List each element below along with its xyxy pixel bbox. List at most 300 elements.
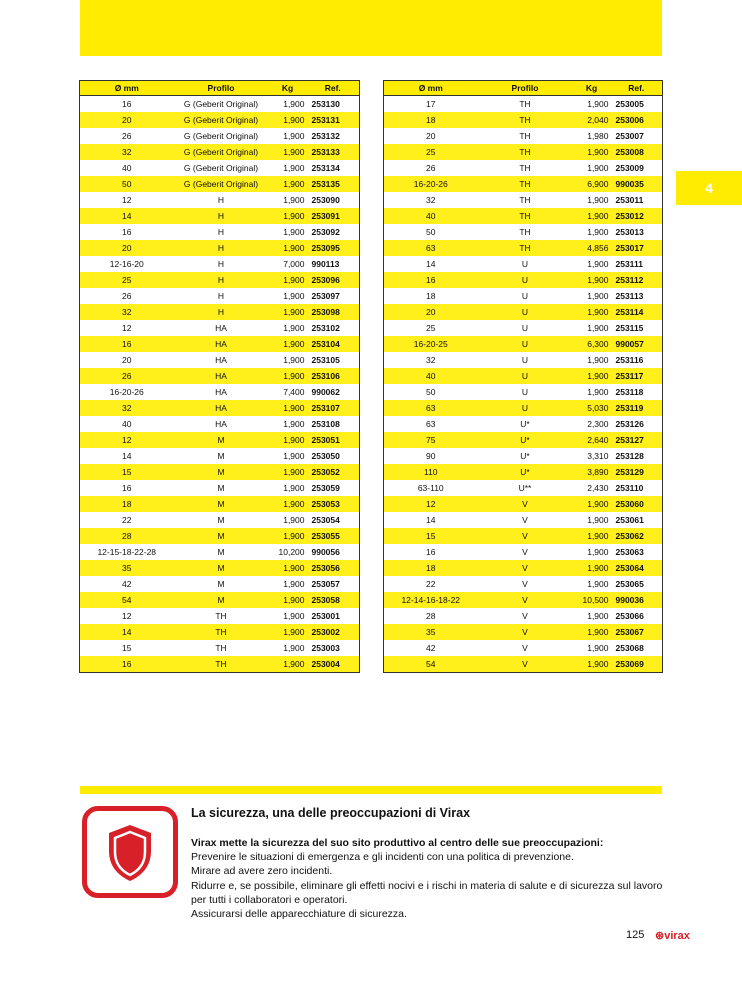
table-row [384,192,663,208]
cell-kg: 7,400 [283,387,305,397]
cell-diameter: 12 [122,611,132,621]
cell-kg: 1,900 [269,112,307,128]
cell-ref: 253001 [311,611,340,621]
cell-ref: 253117 [611,368,663,384]
cell-kg: 1,900 [587,643,609,653]
table-row [384,96,663,113]
cell-ref: 253002 [307,624,360,640]
cell-kg: 1,900 [587,195,609,205]
cell-kg: 2,640 [573,432,611,448]
cell-kg: 2,300 [587,419,609,429]
table-row [384,576,663,592]
table-row [80,352,360,368]
cell-profile: V [478,624,573,640]
table-row [80,224,360,240]
cell-profile: U [478,272,573,288]
cell-diameter: 75 [384,432,478,448]
cell-ref: 990113 [311,259,340,269]
cell-ref: 253098 [307,304,360,320]
cell-diameter: 26 [80,368,174,384]
cell-profile: H [174,208,269,224]
cell-kg: 1,900 [587,259,609,269]
cell-ref: 253116 [615,355,644,365]
table-row [384,208,663,224]
cell-profile: TH [174,624,269,640]
cell-ref: 253061 [615,515,644,525]
table-row [384,288,663,304]
cell-profile: TH [478,112,573,128]
cell-profile: M [174,432,269,448]
cell-ref: 253104 [307,336,360,352]
cell-profile: TH [519,195,531,205]
cell-kg: 1,900 [269,496,307,512]
cell-ref: 253058 [307,592,360,608]
header-ref: Ref. [611,81,663,96]
cell-kg: 1,900 [587,163,609,173]
cell-kg: 1,900 [587,579,609,589]
header-ref: Ref. [307,81,360,96]
cell-ref: 253011 [615,195,644,205]
cell-diameter: 20 [80,112,174,128]
table-row [384,272,663,288]
safety-line: Mirare ad avere zero incidenti. [191,865,333,878]
cell-diameter: 15 [80,464,174,480]
cell-profile: M [217,451,225,461]
cell-profile: M [217,515,225,525]
cell-diameter: 12-15-18-22-28 [97,547,157,557]
cell-kg: 1,980 [587,131,609,141]
shield-icon [105,823,155,883]
cell-profile: V [478,560,573,576]
cell-diameter: 54 [80,592,174,608]
cell-kg: 1,900 [573,656,611,673]
cell-diameter: 14 [80,208,174,224]
cell-kg: 1,900 [283,227,305,237]
table-row [80,192,360,208]
cell-ref: 253134 [311,163,340,173]
table-row [384,384,663,400]
cell-ref: 253007 [615,131,644,141]
cell-diameter: 12 [122,323,132,333]
page-number: 125 [626,929,645,941]
cell-ref: 253004 [307,656,360,673]
virax-logo [655,929,690,942]
cell-profile: V [478,592,573,608]
cell-profile: HA [215,323,227,333]
cell-diameter: 16 [122,99,132,109]
cell-kg: 1,900 [283,323,305,333]
cell-profile: U* [478,464,573,480]
cell-kg: 1,900 [269,432,307,448]
cell-diameter: 63-110 [417,483,444,493]
table-row [384,448,663,464]
cell-ref: 253095 [307,240,360,256]
left-table-body [80,96,360,673]
table-row [80,656,360,673]
cell-profile: TH [519,227,531,237]
cell-ref: 253102 [311,323,340,333]
cell-diameter: 16 [122,227,132,237]
table-row [384,624,663,640]
table-row [80,384,360,400]
cell-diameter: 25 [80,272,174,288]
table-row [80,608,360,624]
table-row [80,624,360,640]
cell-profile: U [521,387,529,397]
cell-diameter: 12 [80,432,174,448]
safety-lead: Virax mette la sicurezza del suo sito produttivo al centro delle sue preoccupazioni: [191,837,604,849]
table-row [384,336,663,352]
cell-diameter: 50 [426,227,436,237]
cell-diameter: 16 [80,336,174,352]
cell-diameter: 16-20-26 [384,176,478,192]
cell-profile: H [174,240,269,256]
cell-diameter: 26 [122,131,132,141]
table-row [384,144,663,160]
cell-profile: U* [520,451,530,461]
cell-kg: 1,900 [587,387,609,397]
cell-ref: 253017 [611,240,663,256]
cell-ref: 253057 [311,579,340,589]
cell-profile: TH [215,611,227,621]
table-row [80,512,360,528]
cell-diameter: 63 [426,419,436,429]
cell-ref: 253065 [615,579,644,589]
cell-profile: G (Geberit Original) [183,131,259,141]
cell-kg: 3,890 [573,464,611,480]
cell-kg: 6,300 [573,336,611,352]
cell-diameter: 15 [384,528,478,544]
cell-kg: 1,900 [587,547,609,557]
cell-ref: 253119 [611,400,663,416]
cell-ref: 253132 [311,131,340,141]
cell-diameter: 16-20-25 [384,336,478,352]
table-row [384,560,663,576]
cell-ref: 253108 [311,419,340,429]
logo-mark-icon: ⊛ [655,930,665,942]
table-row [384,352,663,368]
cell-ref: 253005 [615,99,644,109]
cell-kg: 1,900 [269,528,307,544]
cell-profile: H [174,304,269,320]
cell-kg: 1,900 [587,611,609,621]
cell-diameter: 16-20-26 [109,387,144,397]
table-row [80,288,360,304]
cell-kg: 1,900 [269,208,307,224]
cell-profile: H [217,195,225,205]
table-row [80,528,360,544]
cell-profile: TH [174,656,269,673]
cell-profile: U* [478,432,573,448]
cell-kg: 1,900 [269,624,307,640]
cell-diameter: 35 [384,624,478,640]
cell-kg: 1,900 [573,496,611,512]
table-row [80,432,360,448]
cell-ref: 990062 [311,387,340,397]
cell-profile: U [478,304,573,320]
cell-profile: U [521,323,529,333]
cell-diameter: 32 [426,195,436,205]
cell-ref: 253111 [615,259,643,269]
cell-ref: 253053 [307,496,360,512]
cell-profile: TH [478,176,573,192]
cell-diameter: 12-16-20 [109,259,144,269]
cell-ref: 253126 [615,419,644,429]
cell-kg: 1,900 [269,144,307,160]
cell-profile: M [217,483,225,493]
right-table-body [384,96,663,673]
table-row [80,96,360,113]
cell-ref: 253009 [615,163,644,173]
cell-profile: U* [520,419,530,429]
table-row [384,112,663,128]
table-row [384,160,663,176]
cell-kg: 1,900 [269,272,307,288]
cell-diameter: 26 [426,163,436,173]
cell-diameter: 20 [426,131,436,141]
cell-ref: 253067 [611,624,663,640]
table-row [80,304,360,320]
table-row [80,464,360,480]
cell-profile: M [174,528,269,544]
cell-ref: 253106 [307,368,360,384]
cell-diameter: 26 [122,291,132,301]
table-row [80,112,360,128]
cell-kg: 1,900 [573,528,611,544]
cell-kg: 1,900 [269,656,307,673]
table-row [384,240,663,256]
cell-kg: 1,900 [283,131,305,141]
table-row [384,496,663,512]
cell-profile: TH [478,240,573,256]
cell-profile: V [478,656,573,673]
cell-kg: 1,900 [269,304,307,320]
cell-diameter: 40 [384,208,478,224]
cell-kg: 1,900 [587,99,609,109]
cell-ref: 253063 [615,547,644,557]
cell-diameter: 14 [122,451,132,461]
cell-ref: 253110 [615,483,644,493]
cell-ref: 253096 [307,272,360,288]
cell-kg: 1,900 [283,163,305,173]
table-row [384,400,663,416]
safety-text [191,836,671,921]
cell-ref: 253012 [611,208,663,224]
cell-kg: 1,900 [587,515,609,525]
cell-ref: 253091 [307,208,360,224]
table-row [80,416,360,432]
reference-table-left [79,80,360,673]
cell-diameter: 90 [426,451,436,461]
table-row [384,512,663,528]
cell-profile: V [478,528,573,544]
table-row [384,480,663,496]
cell-diameter: 18 [384,560,478,576]
cell-ref: 253060 [611,496,663,512]
cell-kg: 1,900 [269,592,307,608]
cell-profile: H [174,272,269,288]
cell-kg: 1,900 [587,355,609,365]
cell-diameter: 32 [426,355,436,365]
table-row [80,208,360,224]
cell-diameter: 16 [122,483,132,493]
cell-ref: 253118 [615,387,644,397]
cell-diameter: 25 [426,323,436,333]
cell-kg: 7,000 [283,259,305,269]
table-row [80,256,360,272]
safety-title: La sicurezza, una delle preoccupazioni di Virax [191,806,471,820]
cell-diameter: 16 [426,547,436,557]
cell-ref: 253066 [615,611,644,621]
cell-diameter: 22 [426,579,436,589]
cell-ref: 253092 [311,227,340,237]
cell-diameter: 14 [80,624,174,640]
cell-diameter: 14 [426,259,436,269]
cell-kg: 1,900 [269,368,307,384]
cell-kg: 1,900 [283,515,305,525]
cell-ref: 253054 [311,515,340,525]
cell-diameter: 15 [122,643,132,653]
cell-ref: 253127 [611,432,663,448]
cell-diameter: 50 [80,176,174,192]
cell-diameter: 32 [80,144,174,160]
cell-profile: G (Geberit Original) [174,144,269,160]
bottom-yellow-band [80,786,662,794]
header-diameter: Ø mm [80,81,174,96]
cell-profile: TH [519,163,531,173]
cell-diameter: 32 [80,400,174,416]
safety-line: Ridurre e, se possibile, eliminare gli effetti nocivi e i rischi in materia di salute e di sicurezza sul lavoro per tutti i collaboratori e operatori. [191,879,663,906]
cell-ref: 253113 [615,291,644,301]
cell-kg: 1,900 [587,227,609,237]
cell-kg: 1,900 [573,208,611,224]
cell-profile: TH [519,131,531,141]
table-row [80,144,360,160]
table-row [80,480,360,496]
cell-diameter: 40 [384,368,478,384]
cell-diameter: 25 [384,144,478,160]
cell-diameter: 18 [80,496,174,512]
table-row [384,432,663,448]
table-row [384,640,663,656]
table-row [80,128,360,144]
cell-profile: TH [215,643,227,653]
table-row [384,368,663,384]
cell-kg: 1,900 [283,643,305,653]
safety-line: Prevenire le situazioni di emergenza e gli incidenti con una politica di prevenzione. [191,851,574,864]
cell-ref: 990057 [611,336,663,352]
chapter-tab: 4 [676,171,742,205]
cell-diameter: 18 [426,291,436,301]
cell-kg: 1,900 [269,560,307,576]
table-row [384,656,663,673]
top-yellow-band [80,0,662,56]
table-row [384,128,663,144]
cell-ref: 253097 [311,291,340,301]
cell-profile: TH [519,99,531,109]
table-row [80,576,360,592]
cell-kg: 1,900 [283,355,305,365]
table-row [80,320,360,336]
cell-profile: M [174,464,269,480]
cell-profile: G (Geberit Original) [174,112,269,128]
cell-ref: 253069 [611,656,663,673]
cell-kg: 1,900 [573,368,611,384]
cell-profile: V [522,579,528,589]
cell-diameter: 42 [426,643,436,653]
cell-ref: 253114 [611,304,663,320]
cell-ref: 253107 [307,400,360,416]
cell-ref: 253059 [311,483,340,493]
cell-kg: 1,900 [573,144,611,160]
cell-diameter: 54 [384,656,478,673]
table-row [384,544,663,560]
cell-kg: 1,900 [283,483,305,493]
table-row [384,320,663,336]
cell-diameter: 12 [122,195,132,205]
cell-ref: 253128 [615,451,644,461]
cell-profile: H [217,259,225,269]
cell-profile: M [174,592,269,608]
table-row [384,608,663,624]
cell-kg: 1,900 [269,464,307,480]
cell-diameter: 28 [426,611,436,621]
table-row [80,448,360,464]
safety-icon-frame [82,806,178,898]
cell-profile: M [174,560,269,576]
table-row [384,416,663,432]
cell-profile: U [478,400,573,416]
cell-profile: M [217,579,225,589]
header-profile: Profilo [174,81,269,96]
table-row [80,640,360,656]
header-kg: Kg [573,81,611,96]
cell-profile: HA [215,355,227,365]
cell-ref: 253006 [611,112,663,128]
cell-diameter: 22 [122,515,132,525]
table-row [80,592,360,608]
table-row [80,544,360,560]
cell-kg: 1,900 [269,400,307,416]
cell-ref: 253068 [615,643,644,653]
cell-kg: 1,900 [283,579,305,589]
cell-ref: 253055 [307,528,360,544]
cell-ref: 253056 [307,560,360,576]
table-row [384,256,663,272]
cell-profile: HA [174,336,269,352]
cell-ref: 253112 [611,272,663,288]
cell-profile: U [478,368,573,384]
table-row [80,176,360,192]
cell-diameter: 16 [384,272,478,288]
cell-ref: 253131 [307,112,360,128]
cell-kg: 1,900 [269,240,307,256]
cell-profile: V [478,496,573,512]
cell-profile: M [217,547,225,557]
cell-ref: 253062 [611,528,663,544]
cell-profile: TH [478,208,573,224]
cell-kg: 10,200 [278,547,305,557]
cell-kg: 5,030 [573,400,611,416]
cell-kg: 1,900 [283,611,305,621]
cell-diameter: 32 [80,304,174,320]
cell-diameter: 40 [122,419,132,429]
cell-profile: M [174,496,269,512]
right-reference-table [383,80,662,673]
cell-profile: H [217,291,225,301]
header-diameter: Ø mm [384,81,478,96]
table-header-row [384,81,663,96]
